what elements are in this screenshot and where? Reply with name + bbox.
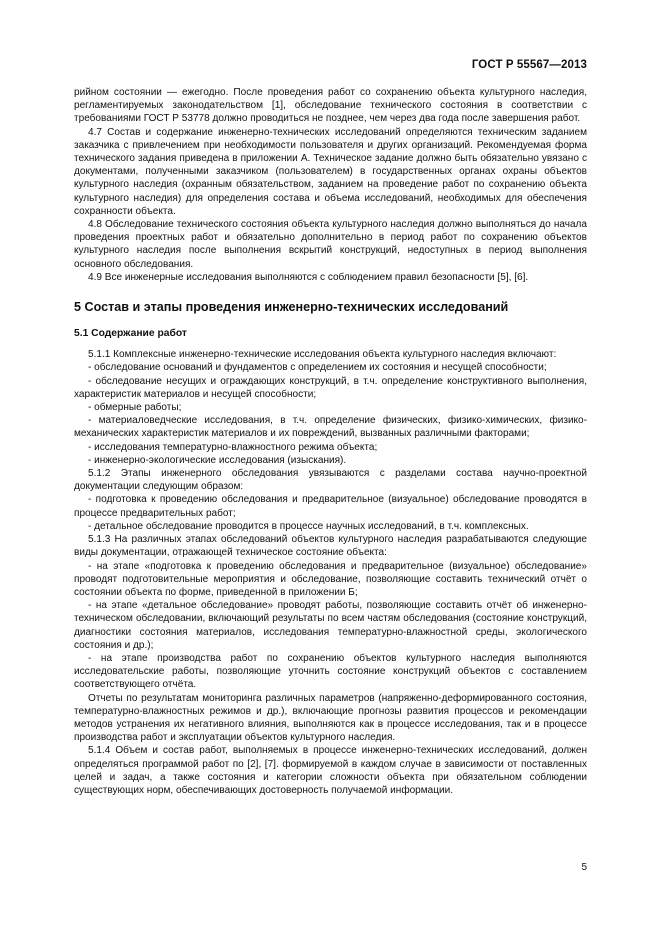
list-item: - подготовка к проведению обследования и предварительное (визуальное) обследование проводятся в процессе предварительных работ; [74,494,587,519]
paragraph-4-9: 4.9 Все инженерные исследования выполняются с соблюдением правил безопасности [5], [6]. [88,271,529,283]
paragraph-5-1-3: 5.1.3 На различных этапах обследований объектов культурного наследия разрабатываются следующие виды документации, отражающей техническое состояние объекта: [74,534,587,559]
document-header: ГОСТ Р 55567—2013 [471,59,587,71]
list-item: - обследование оснований и фундаментов с определением их состояния и несущей способности; [88,362,547,374]
paragraph-5-1-2: 5.1.2 Этапы инженерного обследования увязываются с разделами состава научно-проектной документации следующим образом: [74,468,587,493]
section-5-title: 5 Состав и этапы проведения инженерно-технических исследований [74,300,509,315]
list-item: - обмерные работы; [88,402,182,414]
paragraph-4-8: 4.8 Обследование технического состояния объекта культурного наследия должно выполняться до начала проведения проектных работ и обязательно дополнительно в период работ по сохранению объектов культурного наследия после выполнения вскрытий конструкций, недоступных в период выполнения основного обследования. [74,219,587,270]
paragraph-5-1-4: 5.1.4 Объем и состав работ, выполняемых в процессе инженерно-технических исследований, должен определяться программой работ по [2], [7]. формируемой в каждом случае в зависимости от поставленных целей и задач, а также состояния и категории сложности объекта при обязательном соблюдении существующих норм, обеспечивающих достоверность получаемой информации. [74,745,587,796]
list-item: - материаловедческие исследования, в т.ч. определение физических, физико-химических, физико-механических характеристик материалов и их повреждений, вызванных различными факторами; [74,415,587,440]
subsection-5-1-title: 5.1 Содержание работ [74,328,187,340]
list-item: - на этапе производства работ по сохранению объектов культурного наследия выполняются исследовательские работы, позволяющие уточнить состояние конструкций объектов с составлением соответствующего отчёта. [74,652,587,691]
paragraph-continuation: рийном состоянии — ежегодно. После проведения работ со сохранению объекта культурного наследия, регламентируемых законодательством [1], обследование технического состояния в соответствии с требованиями ГОСТ Р 53778 должно проводиться не позднее, чем через два года после завершения работ. [74,87,587,125]
document-body [74,86,587,797]
list-item: - на этапе «подготовка к проведению обследования и предварительное (визуальное) обследование» проводят подготовительные мероприятия и обследование, позволяющие составить технический отчёт о состоянии объекта по форме, приведенной в приложении Б; [74,560,587,598]
page-number: 5 [581,862,587,873]
paragraph-5-1-1: 5.1.1 Комплексные инженерно-технические исследования объекта культурного наследия включают: [88,349,557,361]
list-item: - на этапе «детальное обследование» проводят работы, позволяющие составить отчёт об инженерно-техническом обследовании, включающий результаты по всем частям обследования (состояние конструкций, диагностики состояния материалов, исследования температурно-влажностной среды, экологического состояния и др.); [74,600,587,651]
list-item: - исследования температурно-влажностного режима объекта; [88,441,378,453]
list-item: - детальное обследование проводится в процессе научных исследований, в т.ч. комплексных. [88,520,529,532]
list-item: - обследование несущих и ограждающих конструкций, в т.ч. определение конструктивного выполнения, характеристик материалов и несущей способности; [74,375,587,400]
list-item: - инженерно-экологические исследования (изыскания). [88,454,347,466]
paragraph-reports: Отчеты по результатам мониторинга различных параметров (напряженно-деформированного состояния, температурно-влажностных режимов и др.), включающие прогнозы развития процессов и рекомендации методов устранения их негативного влияния, выполняются как в процессе исследования, так и в процессе производства работ и эксплуатации объектов культурного наследия. [74,692,587,744]
paragraph-4-7: 4.7 Состав и содержание инженерно-технических исследований определяются техническим заданием заказчика с привлечением при необходимости пользователя и других организаций. Рекомендуемая форма технического задания приведена в приложении А. Техническое задание должно быть обязательно увязано с документами, полученными заказчиком (пользователем) в государственных органах охраны объектов культурного наследия (охранным обязательством, заданием на проведение работ по сохранению объекта культурного наследия) для определения состава и объема исследований, необходимых для обеспечения сохранности объекта. [74,126,587,217]
